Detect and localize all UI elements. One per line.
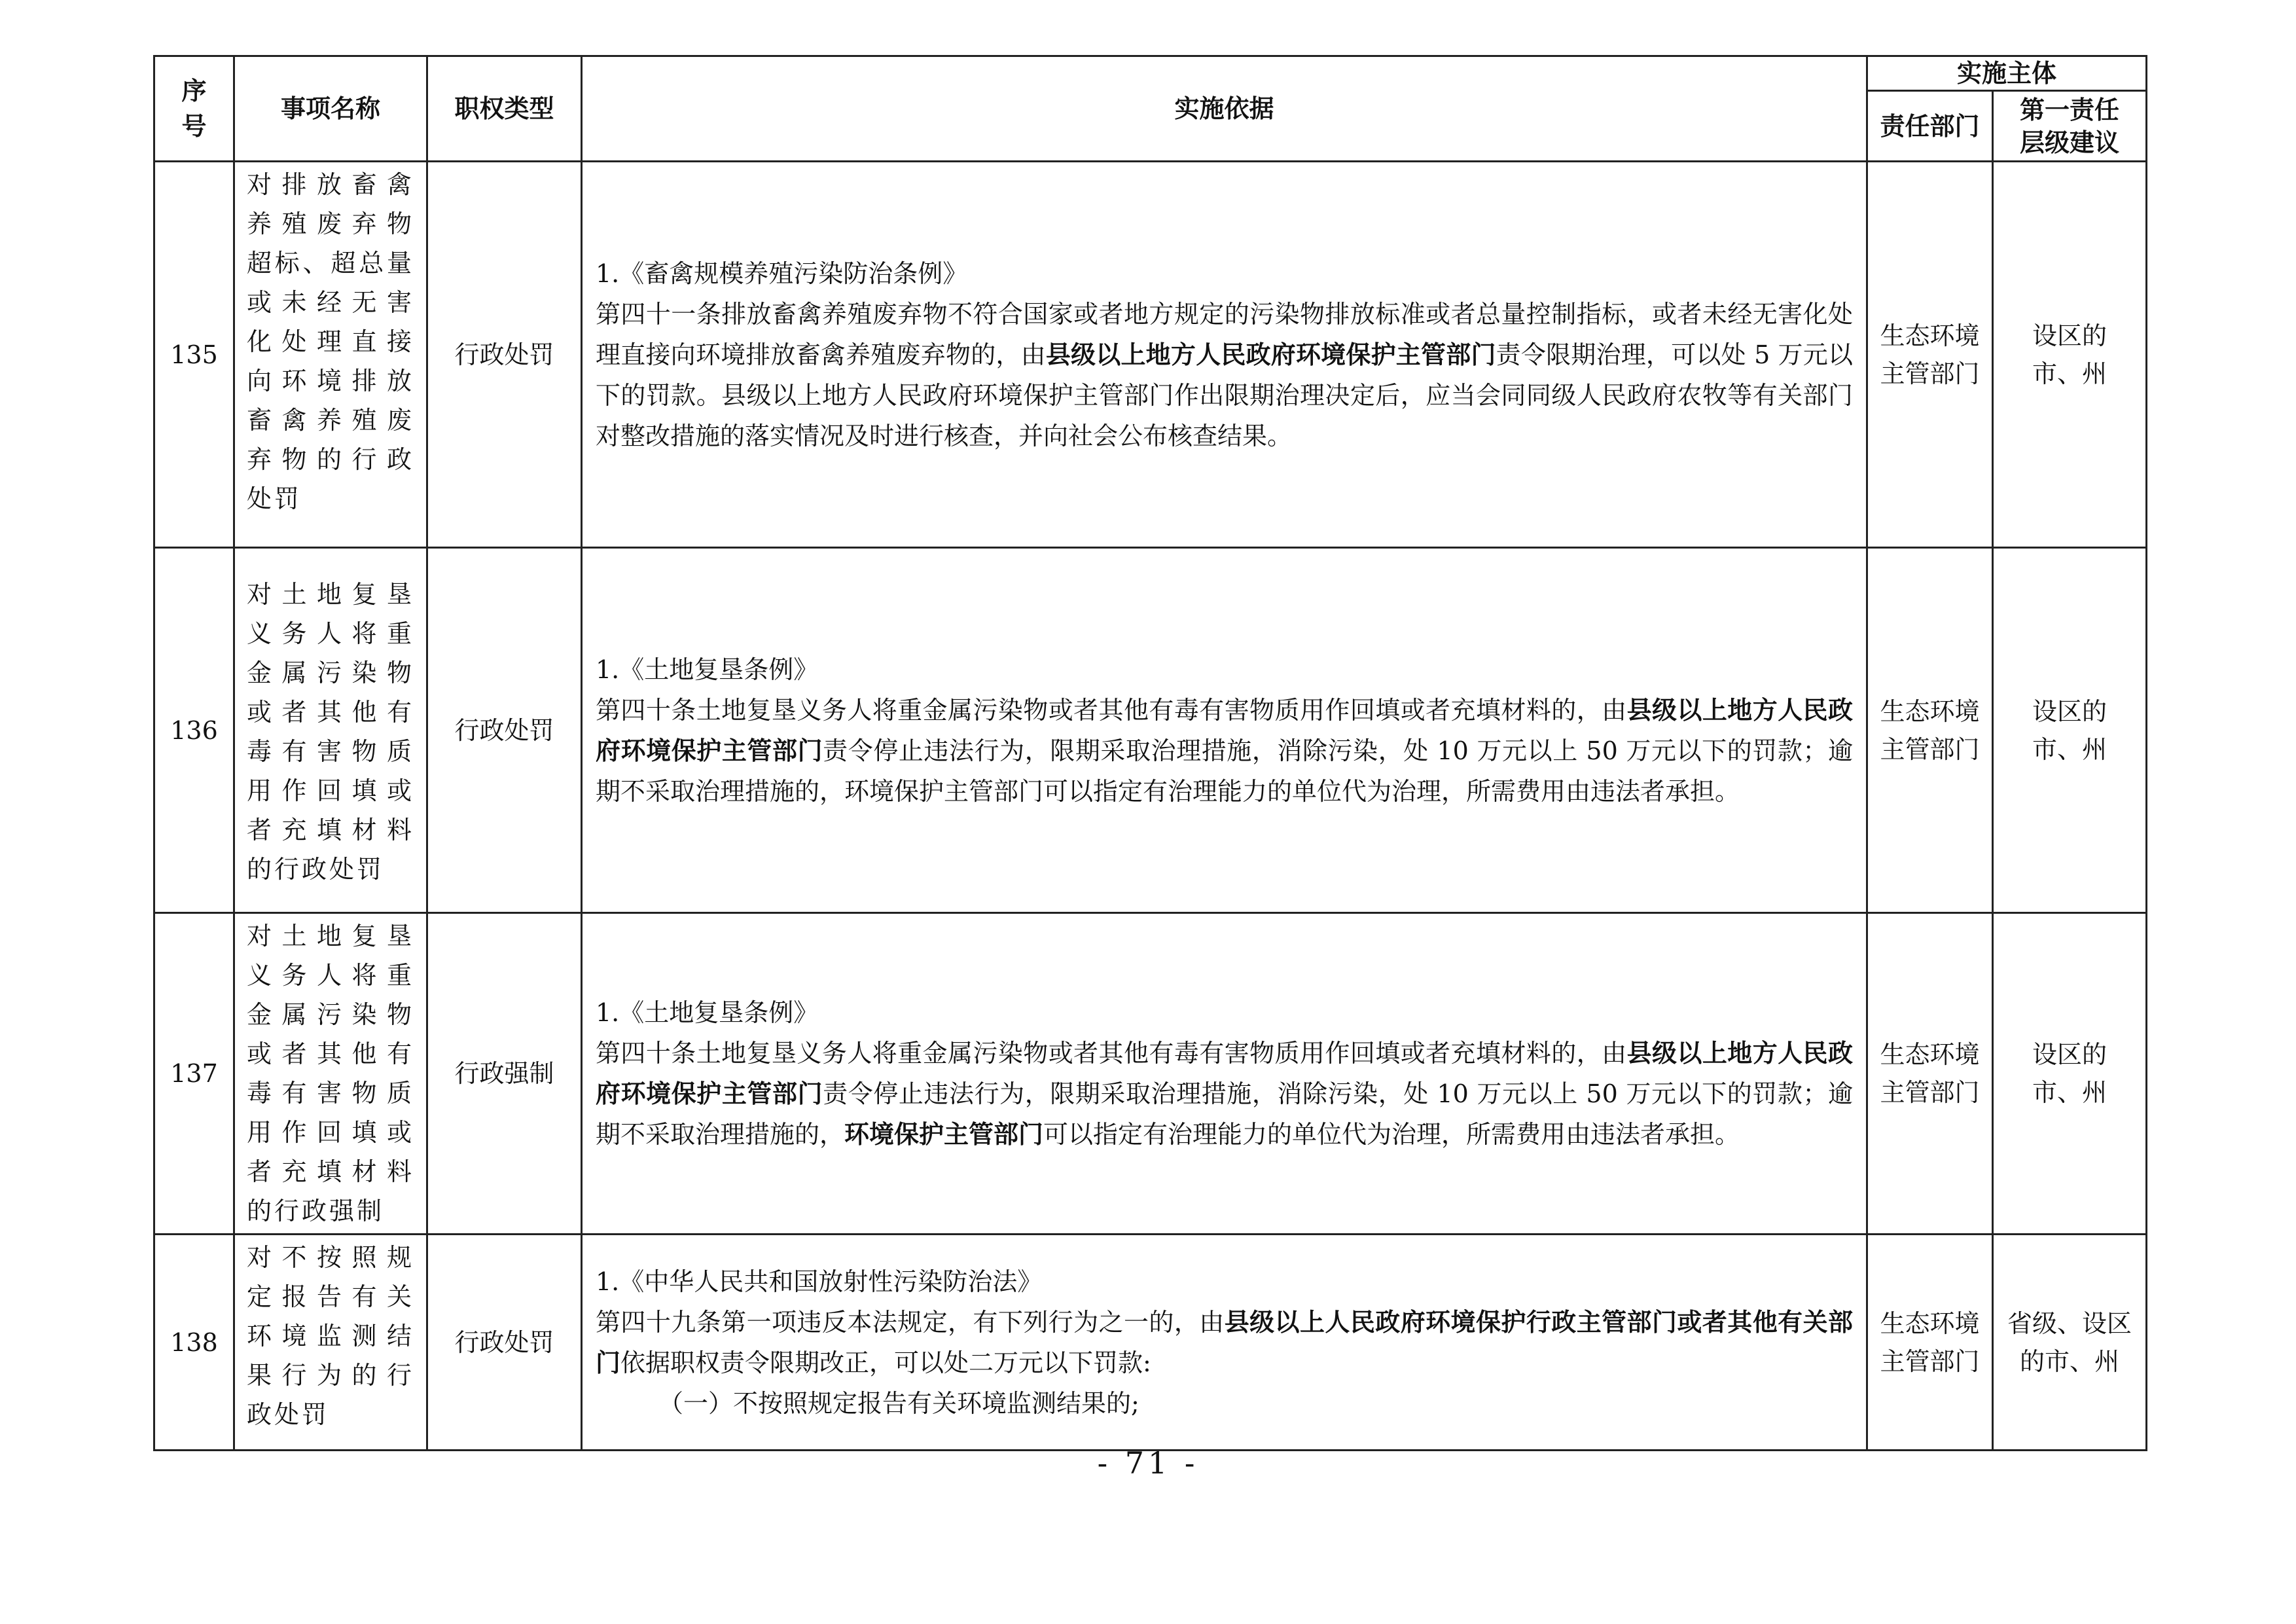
table-row: [154, 162, 2147, 548]
header-level-line-2: 层级建议: [2020, 127, 2120, 157]
basis-text-part: 责令停止违法行为，限期采取治理措施，消除污染，处 10 万元以上 50 万元以下的罚款；逾期不采取治理措施的，: [596, 1079, 1853, 1149]
basis-text: [596, 690, 1853, 812]
header-level-line-1: 第一责任: [2020, 94, 2120, 124]
row-type: 行政处罚: [427, 1235, 582, 1451]
row-basis: [582, 162, 1867, 548]
row-name-line: 弃物的行政: [247, 445, 414, 474]
header-dept: 责任部门: [1867, 91, 1993, 162]
row-dept-line-2: 主管部门: [1880, 734, 1980, 764]
row-basis: [582, 1235, 1867, 1451]
basis-title: 1.《中华人民共和国放射性污染防治法》: [596, 1267, 1043, 1296]
row-level: [1993, 913, 2147, 1235]
row-name-line: 对土地复垦: [247, 922, 414, 950]
basis-bold-authority: 县级以上人民政府环境保护行政主管部门或者其他有关部门: [596, 1307, 1853, 1377]
row-dept-line-1: 生态环境: [1880, 1040, 1980, 1069]
row-name-line: 养殖废弃物: [247, 209, 414, 238]
row-seq: 138: [154, 1235, 234, 1451]
basis-title: 1.《畜禽规模养殖污染防治条例》: [596, 259, 968, 288]
header-basis: 实施依据: [582, 56, 1867, 162]
row-level: [1993, 1235, 2147, 1451]
row-name-line: 化处理直接: [247, 327, 414, 356]
row-name-line: 或者其他有: [247, 698, 414, 727]
row-level-line-1: 省级、设区: [2007, 1308, 2132, 1338]
row-name-line: 环境监测结: [247, 1322, 414, 1350]
row-name-line: 畜禽养殖废: [247, 406, 414, 435]
row-dept: [1867, 913, 1993, 1235]
row-name-line: 或未经无害: [247, 288, 414, 317]
row-dept: [1867, 162, 1993, 548]
header-seq: [154, 56, 234, 162]
row-name-line: 对排放畜禽: [247, 170, 414, 199]
basis-item: （一）不按照规定报告有关环境监测结果的;: [658, 1388, 1139, 1418]
row-name: [234, 162, 427, 548]
basis-text-part: 责令停止违法行为，限期采取治理措施，消除污染，处 10 万元以上 50 万元以下的罚款；逾期不采取治理措施的，环境保护主管部门可以指定有治理能力的单位代为治理，所需费用由违法者承担。: [596, 736, 1853, 806]
table-row: [154, 1235, 2147, 1451]
row-name-line: 金属污染物: [247, 1000, 414, 1029]
row-name: [234, 548, 427, 913]
row-name-line: 向环境排放: [247, 367, 414, 395]
row-name-line: 用作回填或: [247, 776, 414, 805]
row-level-line-2: 市、州: [2032, 359, 2108, 388]
row-name-line: 果行为的行: [247, 1361, 414, 1390]
row-name-line: 用作回填或: [247, 1118, 414, 1147]
row-name-line: 义务人将重: [247, 619, 414, 648]
row-name-line: 的行政强制: [247, 1197, 385, 1225]
row-type: 行政处罚: [427, 548, 582, 913]
row-name-line: 的行政处罚: [247, 855, 385, 884]
header-row: [154, 56, 2147, 91]
basis-text-part: 第四十条土地复垦义务人将重金属污染物或者其他有毒有害物质用作回填或者充填材料的，由: [596, 1039, 1627, 1068]
page-number: - 71 -: [1097, 1445, 1199, 1481]
basis-text-part: 可以指定有治理能力的单位代为治理，所需费用由违法者承担。: [1043, 1120, 1740, 1149]
basis-text: [596, 294, 1853, 456]
basis-text-part: 第四十九条第一项违反本法规定，有下列行为之一的，由: [596, 1307, 1225, 1337]
row-basis: [582, 913, 1867, 1235]
table-row: [154, 913, 2147, 1235]
basis-bold-authority: 县级以上地方人民政府环境保护主管部门: [596, 695, 1853, 765]
row-level-line-1: 设区的: [2032, 321, 2108, 350]
basis-text-part: 第四十一条排放畜禽养殖废弃物不符合国家或者地方规定的污染物排放标准或者总量控制指标，或者未经无害化处理直接向环境排放畜禽养殖废弃物的，由: [596, 299, 1853, 369]
row-name-line: 毒有害物质: [247, 1079, 414, 1108]
row-level-line-2: 的市、州: [2020, 1346, 2120, 1376]
row-dept: [1867, 548, 1993, 913]
row-name-line: 义务人将重: [247, 961, 414, 990]
row-name-line: 或者其他有: [247, 1039, 414, 1068]
row-name-line: 定报告有关: [247, 1282, 414, 1311]
row-level-line-2: 市、州: [2032, 1078, 2108, 1107]
row-level-line-1: 设区的: [2032, 1040, 2108, 1069]
row-name-line: 者充填材料: [247, 816, 414, 844]
basis-bold-authority: 县级以上地方人民政府环境保护主管部门: [596, 1038, 1853, 1108]
row-dept-line-1: 生态环境: [1880, 696, 1980, 726]
basis-text-part: 责令限期治理，可以处 5 万元以下的罚款。县级以上地方人民政府环境保护主管部门作出限期治理决定后，应当会同同级人民政府农牧等有关部门对整改措施的落实情况及时进行核查，并向社会公布核查结果。: [596, 340, 1853, 450]
row-level-line-1: 设区的: [2032, 696, 2108, 726]
row-name-line: 毒有害物质: [247, 737, 414, 766]
row-level: [1993, 548, 2147, 913]
basis-bold-authority: 县级以上地方人民政府环境保护主管部门: [1045, 339, 1496, 369]
row-type: 行政强制: [427, 913, 582, 1235]
row-seq: 137: [154, 913, 234, 1235]
row-name-line: 对土地复垦: [247, 580, 414, 609]
row-dept-line-2: 主管部门: [1880, 359, 1980, 388]
table-row: [154, 548, 2147, 913]
row-name-line: 对不按照规: [247, 1243, 414, 1272]
row-dept-line-1: 生态环境: [1880, 1308, 1980, 1338]
row-type: 行政处罚: [427, 162, 582, 548]
row-dept-line-2: 主管部门: [1880, 1346, 1980, 1376]
basis-text-part: 依据职权责令限期改正，可以处二万元以下罚款:: [620, 1348, 1151, 1377]
row-name-line: 超标、超总量: [247, 249, 414, 278]
basis-title: 1.《土地复垦条例》: [596, 998, 819, 1027]
row-name-line: 政处罚: [247, 1400, 330, 1429]
header-level: [1993, 91, 2147, 162]
basis-title: 1.《土地复垦条例》: [596, 655, 819, 684]
basis-bold-authority: 环境保护主管部门: [844, 1119, 1044, 1149]
header-name: 事项名称: [234, 56, 427, 162]
implementation-table: [153, 55, 2147, 1451]
row-level-line-2: 市、州: [2032, 734, 2108, 764]
row-dept-line-2: 主管部门: [1880, 1078, 1980, 1107]
row-dept: [1867, 1235, 1993, 1451]
basis-text: [596, 1302, 1853, 1383]
row-name-line: 金属污染物: [247, 659, 414, 687]
basis-text: [596, 1033, 1853, 1155]
row-name-line: 处罚: [247, 484, 302, 513]
row-level: [1993, 162, 2147, 548]
row-seq: 136: [154, 548, 234, 913]
row-dept-line-1: 生态环境: [1880, 321, 1980, 350]
header-entity: 实施主体: [1867, 56, 2147, 91]
row-name: [234, 913, 427, 1235]
row-name-line: 者充填材料: [247, 1157, 414, 1186]
row-name: [234, 1235, 427, 1451]
header-type: 职权类型: [427, 56, 582, 162]
header-seq-text: 序号: [181, 76, 207, 141]
row-seq: 135: [154, 162, 234, 548]
basis-text-part: 第四十条土地复垦义务人将重金属污染物或者其他有毒有害物质用作回填或者充填材料的，由: [596, 695, 1627, 725]
row-basis: [582, 548, 1867, 913]
